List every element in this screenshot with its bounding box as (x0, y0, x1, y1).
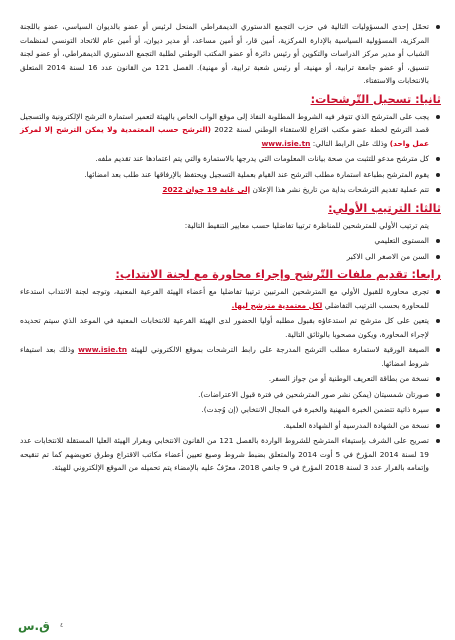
website-link[interactable]: www.isie.tn (78, 345, 128, 354)
bullet-text: وذلك بعد استيفاء شروط امضائها. (20, 345, 429, 368)
list-item (20, 419, 441, 433)
bullet-icon (436, 408, 440, 412)
list-item (20, 434, 441, 475)
bullet-text: وذلك على الرابط التالي: (312, 138, 388, 148)
website-link[interactable]: www.isie.tn (261, 138, 311, 148)
list-item (20, 183, 441, 197)
bullet-text: الصيغة الورقية لاستمارة مطلب الترشح المدرجة على رابط الترشحات بموقع الالكتروني للهيئة (130, 345, 430, 354)
bullet-icon (436, 115, 440, 119)
bullet-text: يتعين على كل مترشح تم استدعاؤه بقبول مطلبه أوليا الحضور لدى الهيئة الفرعية للانتخابات المعنية في الموعد الذي سيتم تحديده لإجراء المحاورة، ويكون مصحوبا بالوثائق التالية. (20, 316, 429, 339)
bullet-icon (436, 348, 440, 352)
bullet-text: يقوم المترشح بطباعة استمارة مطلب الترشح عند القيام بعملية التسجيل ويحتفظ بالإرفاقها عند طلب بعد امضائها. (84, 169, 429, 179)
list-item (20, 403, 441, 417)
bullet-text: المستوى التعليمي (374, 236, 429, 245)
list-item (20, 20, 441, 88)
bullet-icon (436, 239, 440, 243)
bullet-icon (436, 290, 440, 294)
bullet-icon (436, 157, 440, 161)
isie-logo-icon (16, 616, 50, 634)
bullet-text: تصريح على الشرف بإستيفاء المترشح للشروط الواردة بالفصل 121 من القانون الانتخابي وبقرار الهيئة العليا المستقلة للانتخابات عدد 19 لسنة 2014 المؤرخ في 5 أوت 2014 والمتعلق بضبط شروط وصيغ تعيين أعضاء مكاتب الاقتراع وطرق تعويضهم كما تم تنقيحه وإتمامه بالقرار عدد 3 لسنة 2018 المؤرخ في 9 جانفي 2018، معرّفٌ عليه بالإمضاء يتم تحميله من الموقع الإلكتروني للهيئة. (20, 436, 429, 472)
bullet-icon (436, 377, 440, 381)
bullet-icon (436, 424, 440, 428)
list-item (20, 372, 441, 386)
deadline-text: إلى غاية 19 جوان 2022 (162, 185, 251, 194)
bullet-icon (436, 439, 440, 443)
bullet-text: نسخة من الشهادة المدرسية أو الشهادة العلمية. (283, 420, 429, 430)
highlight-text: لكل معتمدية مترشح ليها. (231, 300, 323, 310)
section-heading: رابعا: تقديم ملفات التّرشح وإجراء محاورة مع لجنة الانتداب: (115, 268, 441, 281)
list-item (20, 314, 441, 341)
bullet-text: نسخة من بطاقة التعريف الوطنية أو من جواز السفر. (268, 374, 429, 383)
list-item (20, 234, 441, 248)
highlight-text: (الترشح حسب المعتمدية ولا يمكن الترشح إلا لمركز عمل واحد) (20, 125, 429, 148)
section-intro: يتم ترتيب الأولي للمترشحين للمناظرة ترتيبا تفاضليا حسب معايير التنقيط التالية: (184, 220, 429, 230)
bullet-icon (436, 25, 440, 29)
bullet-icon (436, 188, 440, 192)
bullet-icon (436, 319, 440, 323)
bullet-text: سيرة ذاتية تتضمن الخبرة المهنية والخبرة في المجال الانتخابي (إن وُجدت). (201, 405, 429, 414)
bullet-text: كل مترشح مدعو للتثبت من صحة بيانات المعلومات التي يدرجها بالاستمارة والتي يتم اعتمادها عند تقديم ملفه. (95, 154, 429, 163)
list-item (20, 388, 441, 402)
page-footer (16, 616, 63, 634)
svg-text:ق.س: ق.س (18, 619, 50, 633)
list-item (20, 285, 441, 312)
bullet-icon (436, 173, 440, 177)
bullet-icon (436, 255, 440, 259)
section-heading: ثانيا: تسجيل التّرشحات: (310, 92, 441, 106)
bullet-text: السن من الاصغر الى الاكبر (346, 251, 429, 261)
bullet-icon (436, 393, 440, 397)
list-item (20, 152, 441, 166)
list-item (20, 250, 441, 264)
bullet-text: تتم عملية تقديم الترشحات بداية من تاريخ نشر هذا الإعلان (252, 185, 429, 194)
bullet-text: صورتان شمسيتان (يمكن نشر صور المترشحين في فترة قبول الاعتراضات). (198, 389, 429, 399)
bullet-text: تجرى محاورة للقبول الأولي مع المترشحين المرتبين ترتيبا تفاضليا مع أعضاء الهيئة الفرعية المعنية، وتوجه لجنة الانتداب استدعاء للمحاورة بحسب الترتيب التفاضلي (20, 287, 429, 310)
list-item (20, 343, 441, 370)
bullet-text: يجب على المترشح الذي تتوفر فيه الشروط المطلوبة النفاذ إلى موقع الواب الخاص بالهيئة لتعمير استمارة الترشح الإلكترونية والتسجيل قصد الترشح لخطة عضو مكتب اقتراع للاستفتاء الوطني لسنة 2022 (20, 111, 429, 134)
list-item (20, 168, 441, 182)
bullet-text: تحمّل إحدى المسؤوليات التالية في حزب التجمع الدستوري الديمقراطي المنحل لرئيس أو عضو بالديوان السياسي، عضو باللجنة المركزية، المسؤولية السياسية بالإدارة المركزية، أمين قار، أو أمين مساعد، أو مدير ديوان، أو أمين عام للاتحاد التونسي لمنظمات الشباب أو مدير مركز الدراسات والتكوين أو رئيس دائرة أو عضو المكتب الوطني لطلبة التجمع الدستوري الديمقراطي، أو عضو لجنة تنسيق، أو عضو جامعة ترابية، أو مهنية، أو رئيس شعبة ترابية، أو مهنية). الفصل 121 من القانون عدد 16 لسنة 2014 المتعلق بالانتخابات والاستفتاء. (20, 22, 429, 85)
page-number: ٤ (60, 621, 64, 629)
list-item (20, 110, 441, 151)
section-heading: ثالثا: الترتيب الأولي: (328, 201, 441, 215)
